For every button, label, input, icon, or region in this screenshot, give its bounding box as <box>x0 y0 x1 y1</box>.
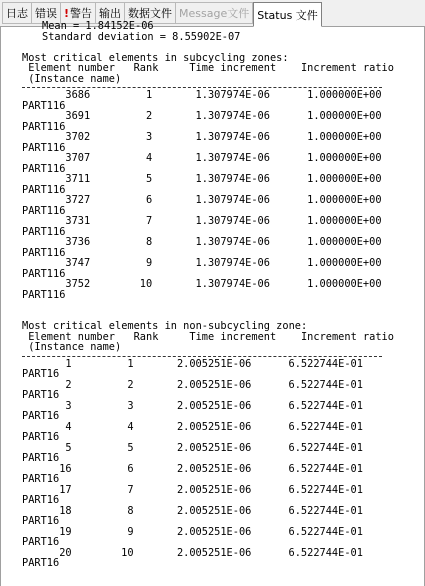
time-increment: 1.307974E-06 <box>195 131 270 143</box>
time-increment: 2.005251E-06 <box>176 483 252 496</box>
increment-ratio: 1.000000E+00 <box>307 110 382 122</box>
table-row <box>22 484 363 507</box>
table-row <box>22 152 382 175</box>
instance-name: PART116 <box>22 183 66 196</box>
time-increment: 1.307974E-06 <box>195 173 270 185</box>
time-increment: 1.307974E-06 <box>195 110 270 122</box>
rank: 4 <box>127 420 134 433</box>
increment-ratio: 1.000000E+00 <box>307 131 382 143</box>
increment-ratio: 6.522744E-01 <box>288 504 363 517</box>
subcycling-section <box>22 52 394 301</box>
rank: 5 <box>145 173 153 185</box>
instance-name: PART16 <box>22 515 60 527</box>
nonsubcycling-column-subheader: (Instance name) <box>28 341 122 353</box>
table-row <box>22 442 363 465</box>
instance-name: PART16 <box>22 494 60 506</box>
element-number: 3752 <box>65 278 91 290</box>
rank: 9 <box>145 257 153 269</box>
rank: 3 <box>145 131 153 143</box>
increment-ratio: 6.522744E-01 <box>288 357 363 370</box>
tab-warnings-label: 警告 <box>70 7 93 20</box>
table-row <box>22 547 363 570</box>
element-number: 16 <box>59 462 72 475</box>
instance-name: PART16 <box>22 452 60 464</box>
element-number: 20 <box>59 546 72 559</box>
time-increment: 2.005251E-06 <box>176 462 252 475</box>
rank: 5 <box>127 441 134 454</box>
table-row <box>22 505 363 528</box>
time-increment: 2.005251E-06 <box>176 357 252 370</box>
instance-name: PART116 <box>22 162 66 175</box>
time-increment: 1.307974E-06 <box>195 194 270 206</box>
increment-ratio: 1.000000E+00 <box>307 194 382 206</box>
element-number: 3707 <box>65 152 91 164</box>
element-number: 19 <box>59 525 72 538</box>
subcycling-column-header: Element number Rank Time increment Increment ratio <box>28 62 394 74</box>
tab-data-file-label: 数据文件 <box>128 7 173 20</box>
tab-errors-label: 错误 <box>35 7 57 20</box>
increment-ratio: 6.522744E-01 <box>288 378 363 391</box>
element-number: 5 <box>65 441 72 454</box>
increment-ratio: 1.000000E+00 <box>307 215 382 227</box>
nonsubcycling-separator <box>22 356 382 357</box>
time-increment: 2.005251E-06 <box>176 441 252 454</box>
table-row <box>22 358 363 381</box>
table-row <box>22 194 382 217</box>
element-number: 2 <box>65 378 72 391</box>
increment-ratio: 6.522744E-01 <box>288 525 363 538</box>
tab-status-file[interactable] <box>253 2 322 27</box>
table-row <box>22 110 382 133</box>
time-increment: 2.005251E-06 <box>176 525 252 538</box>
table-row <box>22 463 363 486</box>
table-row <box>22 257 382 280</box>
subcycling-heading: Most critical elements in subcycling zones: <box>22 51 289 64</box>
table-row <box>22 421 363 444</box>
instance-name: PART16 <box>22 389 60 401</box>
element-number: 3731 <box>65 215 91 227</box>
increment-ratio: 6.522744E-01 <box>288 483 363 496</box>
rank: 9 <box>127 525 134 538</box>
time-increment: 1.307974E-06 <box>195 257 270 269</box>
instance-name: PART116 <box>22 204 66 217</box>
subcycling-column-subheader: (Instance name) <box>28 72 122 85</box>
increment-ratio: 6.522744E-01 <box>288 420 363 433</box>
rank: 2 <box>127 378 134 391</box>
instance-name: PART16 <box>22 368 60 380</box>
time-increment: 2.005251E-06 <box>176 420 252 433</box>
increment-ratio: 6.522744E-01 <box>288 546 363 559</box>
left-border <box>0 27 1 586</box>
subcycling-separator <box>22 87 382 88</box>
rank: 7 <box>145 215 153 227</box>
instance-name: PART16 <box>22 410 60 422</box>
increment-ratio: 6.522744E-01 <box>288 462 363 475</box>
instance-name: PART116 <box>22 246 66 259</box>
rank: 1 <box>145 89 153 101</box>
instance-name: PART16 <box>22 431 60 443</box>
table-row <box>22 379 363 402</box>
std-deviation-line: Standard deviation = 8.55902E-07 <box>42 30 241 43</box>
instance-name: PART116 <box>22 267 66 280</box>
time-increment: 2.005251E-06 <box>176 378 252 391</box>
rank: 2 <box>145 110 153 122</box>
status-text <box>22 21 394 569</box>
tab-log-label: 日志 <box>6 7 28 20</box>
table-row <box>22 236 382 259</box>
instance-name: PART16 <box>22 536 60 548</box>
tab-status-file-label: Status 文件 <box>257 8 318 22</box>
element-number: 17 <box>59 483 72 496</box>
increment-ratio: 1.000000E+00 <box>307 257 382 269</box>
nonsubcycling-section <box>22 320 394 569</box>
element-number: 18 <box>59 504 72 517</box>
nonsubcycling-column-header: Element number Rank Time increment Increment ratio <box>28 330 394 343</box>
increment-ratio: 6.522744E-01 <box>288 399 363 412</box>
time-increment: 2.005251E-06 <box>176 399 252 412</box>
increment-ratio: 1.000000E+00 <box>307 278 382 290</box>
rank: 10 <box>121 546 134 559</box>
table-row <box>22 173 382 196</box>
rank: 8 <box>127 504 134 517</box>
instance-name: PART116 <box>22 225 66 238</box>
increment-ratio: 1.000000E+00 <box>307 89 382 101</box>
instance-name: PART116 <box>22 120 66 133</box>
rank: 4 <box>145 152 153 164</box>
nonsubcycling-heading: Most critical elements in non-subcycling zone: <box>22 320 308 332</box>
element-number: 3711 <box>65 173 91 185</box>
rank: 10 <box>139 278 153 290</box>
element-number: 3736 <box>65 236 91 248</box>
table-row <box>22 400 363 423</box>
table-row <box>22 131 382 154</box>
time-increment: 1.307974E-06 <box>195 278 270 290</box>
tab-output-label: 输出 <box>99 7 122 20</box>
element-number: 3691 <box>65 110 91 122</box>
table-row <box>22 215 382 238</box>
element-number: 3747 <box>65 257 91 269</box>
time-increment: 2.005251E-06 <box>176 546 252 559</box>
element-number: 3686 <box>65 89 91 101</box>
element-number: 3727 <box>65 194 91 206</box>
element-number: 4 <box>65 420 72 433</box>
time-increment: 2.005251E-06 <box>176 504 252 517</box>
time-increment: 1.307974E-06 <box>195 152 270 164</box>
table-row <box>22 526 363 549</box>
rank: 7 <box>127 483 134 496</box>
rank: 6 <box>127 462 134 475</box>
time-increment: 1.307974E-06 <box>195 215 270 227</box>
time-increment: 1.307974E-06 <box>195 236 270 248</box>
increment-ratio: 6.522744E-01 <box>288 441 363 454</box>
rank: 1 <box>127 357 134 370</box>
tab-message-file-label: Message文件 <box>179 7 250 20</box>
element-number: 3702 <box>65 131 91 143</box>
status-file-text-area[interactable] <box>0 20 425 586</box>
rank: 8 <box>145 236 153 248</box>
rank: 3 <box>127 399 134 412</box>
time-increment: 1.307974E-06 <box>195 89 270 101</box>
element-number: 1 <box>65 357 72 370</box>
element-number: 3 <box>65 399 72 412</box>
instance-name: PART116 <box>22 99 66 112</box>
increment-ratio: 1.000000E+00 <box>307 236 382 248</box>
instance-name: PART16 <box>22 473 60 485</box>
increment-ratio: 1.000000E+00 <box>307 152 382 164</box>
warning-icon: ! <box>64 6 70 20</box>
instance-name: PART16 <box>22 557 60 569</box>
instance-name: PART116 <box>22 141 66 154</box>
table-row <box>22 278 382 301</box>
table-row <box>22 89 382 112</box>
rank: 6 <box>145 194 153 206</box>
instance-name: PART116 <box>22 288 66 301</box>
mean-line: Mean = 1.84152E-06 <box>42 20 154 32</box>
increment-ratio: 1.000000E+00 <box>307 173 382 185</box>
